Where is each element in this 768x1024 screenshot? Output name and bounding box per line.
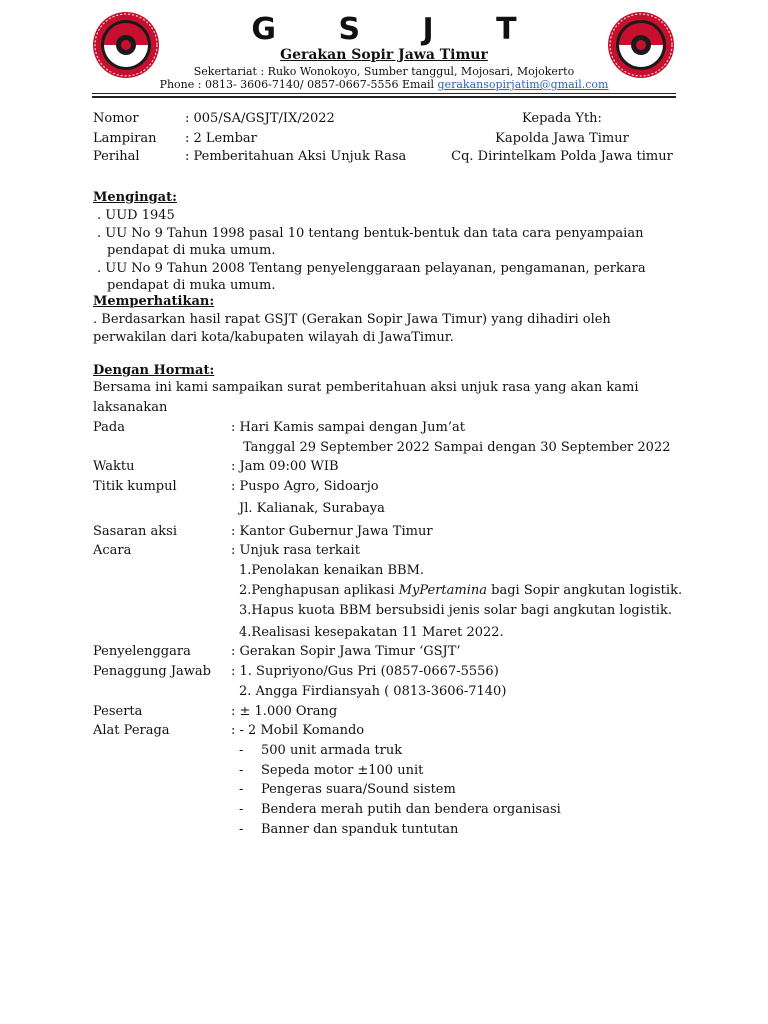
phone-text: Phone : 0813- 3606-7140/ 0857-0667-5556 Email (159, 78, 438, 91)
pj-value: : 1. Supriyono/Gus Pri (0857-0667-5556) (231, 664, 499, 679)
email-link[interactable]: gerakansopirjatim@gmail.com (437, 78, 609, 91)
mengingat-item-cont: pendapat di muka umum. (107, 243, 276, 258)
acara-item-text: 2.Penghapusan aplikasi (239, 583, 399, 598)
lampiran-label: Lampiran (93, 131, 157, 146)
acara-item-text: 4.Realisasi kesepakatan 11 Maret 2022. (239, 625, 504, 640)
alat-item (239, 822, 243, 837)
titik-value-2: Jl. Kalianak, Surabaya (239, 501, 385, 516)
alat-item-text: Banner dan spanduk tuntutan (261, 822, 459, 837)
mengingat-item: . UUD 1945 (97, 208, 175, 223)
titik-label: Titik kumpul (93, 479, 177, 494)
bullet-dash: - (239, 822, 244, 837)
alat-item-text: Sepeda motor ±100 unit (261, 763, 424, 778)
alat-value: : - 2 Mobil Komando (231, 723, 365, 738)
letterhead-title: G S J T (251, 12, 543, 47)
pj-value-2: 2. Angga Firdiansyah ( 0813-3606-7140) (239, 684, 507, 699)
acara-item (239, 625, 504, 640)
nomor-value: : 005/SA/GSJT/IX/2022 (185, 111, 335, 126)
bullet-dash: - (239, 782, 244, 797)
header-divider-thick (92, 96, 676, 98)
pada-date: Tanggal 29 September 2022 Sampai dengan 30 September 2022 (243, 440, 671, 455)
acara-item (239, 583, 682, 598)
waktu-value: : Jam 09:00 WIB (231, 459, 339, 474)
acara-label: Acara (93, 543, 132, 558)
hormat-heading: Dengan Hormat: (93, 363, 215, 378)
alat-item (239, 763, 243, 778)
org-name: Gerakan Sopir Jawa Timur (280, 47, 488, 63)
perihal-value: : Pemberitahuan Aksi Unjuk Rasa (185, 149, 407, 164)
acara-item-text: 1.Penolakan kenaikan BBM. (239, 563, 425, 578)
mengingat-item-cont: pendapat di muka umum. (107, 278, 276, 293)
acara-value: : Unjuk rasa terkait (231, 543, 360, 558)
pj-label: Penaggung Jawab (93, 664, 211, 679)
perihal-label: Perihal (93, 149, 140, 164)
mengingat-item: . UU No 9 Tahun 2008 Tentang penyelenggaraan pelayanan, pengamanan, perkara (97, 261, 646, 276)
peserta-value: : ± 1.000 Orang (231, 704, 338, 719)
memperhatikan-line: . Berdasarkan hasil rapat GSJT (Gerakan Sopir Jawa Timur) yang dihadiri oleh (93, 312, 611, 327)
acara-item-text: 3.Hapus kuota BBM bersubsidi jenis solar bagi angkutan logistik. (239, 603, 672, 618)
pada-label: Pada (93, 420, 125, 435)
sasaran-label: Sasaran aksi (93, 524, 178, 539)
org-contact (0, 78, 768, 91)
hormat-line: Bersama ini kami sampaikan surat pemberitahuan aksi unjuk rasa yang akan kami (93, 380, 639, 395)
penyelenggara-label: Penyelenggara (93, 644, 191, 659)
org-address: Sekertariat : Ruko Wonokoyo, Sumber tanggul, Mojosari, Mojokerto (193, 65, 575, 78)
hormat-line: laksanakan (93, 400, 168, 415)
acara-item (239, 603, 672, 618)
titik-value: : Puspo Agro, Sidoarjo (231, 479, 379, 494)
alat-item-text: Bendera merah putih dan bendera organisasi (261, 802, 561, 817)
lampiran-value: : 2 Lembar (185, 131, 257, 146)
peserta-label: Peserta (93, 704, 143, 719)
bullet-dash: - (239, 763, 244, 778)
alat-item-text: Pengeras suara/Sound sistem (261, 782, 456, 797)
alat-item-text: 500 unit armada truk (261, 743, 403, 758)
mengingat-item: . UU No 9 Tahun 1998 pasal 10 tentang bentuk-bentuk dan tata cara penyampaian (97, 226, 644, 241)
pada-value: : Hari Kamis sampai dengan Jum’at (231, 420, 465, 435)
penyelenggara-value: : Gerakan Sopir Jawa Timur ‘GSJT’ (231, 644, 461, 659)
acara-item-emphasis: MyPertamina (398, 583, 487, 598)
alat-item (239, 782, 243, 797)
memperhatikan-heading: Memperhatikan: (93, 294, 215, 309)
bullet-dash: - (239, 743, 244, 758)
memperhatikan-line: perwakilan dari kota/kabupaten wilayah di JawaTimur. (93, 330, 454, 345)
nomor-label: Nomor (93, 111, 139, 126)
recipient-cq: Cq. Dirintelkam Polda Jawa timur (451, 149, 673, 164)
sasaran-value: : Kantor Gubernur Jawa Timur (231, 524, 433, 539)
alat-item (239, 743, 243, 758)
waktu-label: Waktu (93, 459, 135, 474)
mengingat-heading: Mengingat: (93, 190, 177, 205)
recipient-name: Kapolda Jawa Timur (495, 131, 629, 146)
recipient-greeting: Kepada Yth: (522, 111, 602, 126)
header-divider (92, 93, 676, 94)
acara-item-text: bagi Sopir angkutan logistik. (487, 583, 683, 598)
bullet-dash: - (239, 802, 244, 817)
alat-label: Alat Peraga (93, 723, 170, 738)
acara-item (239, 563, 424, 578)
alat-item (239, 802, 243, 817)
